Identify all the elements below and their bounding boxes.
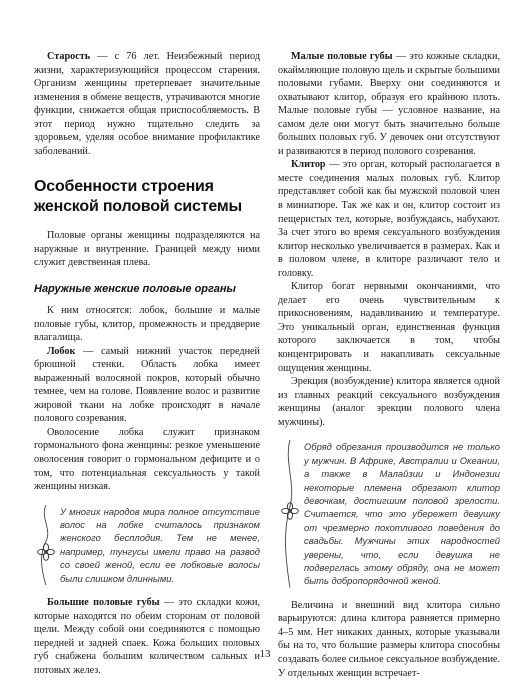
term-pubis: Лобок (47, 345, 76, 357)
left-column (34, 50, 260, 677)
paragraph-clitoris: Клитор — это орган, который располагается в месте соединения малых половых губ. Клитор представляет собой как бы мужской половой член в миниатюре. Так же как и он, клитор состоит из пещеристых тел, которые, возбуждаясь, набухают. За счет этого во время сексуального возбуждения клитор несколько увеличивается в размерах. Как и в половом члене, в клиторе различают тело и головку. (278, 159, 500, 279)
paragraph-list: К ним относятся: лобок, большие и малые половые губы, клитор, промежность и преддверие влагалища. (34, 305, 260, 344)
term-labia-minora: Малые половые губы (291, 51, 393, 62)
flower-icon (281, 502, 299, 520)
term-clitoris: Клитор (291, 159, 326, 171)
page-number: 13 (259, 648, 271, 660)
paragraph-intro: Половые органы женщины подразделяются на наружные и внутренние. Границей между ними служит девственная плева. (34, 230, 260, 269)
paragraph-hair: Оволосение лобка служит признаком гормонального фона женщины: резкое уменьшение оволосения говорит о гормональном дефиците и о том, что потенциальная сексуальность у такой женщины низкая. (34, 426, 260, 493)
right-column (278, 50, 500, 680)
paragraph-nerves: Клитор богат нервными окончаниями, что делает его очень чувствительным к прикосновениям, надавливанию и температуре. Это уникальный орган, единственная функция которого заключается в том, чтобы концентрировать и накапливать сексуальные ощущения женщины. (278, 281, 500, 374)
paragraph-size: Величина и внешний вид клитора сильно варьируются: длина клитора равняется примерно 4–5 мм. Нет никаких данных, которые указывали бы на то, что большие размеры клитора способны создавать более сильное сексуальное возбуждение. У отдельных женщин встречает- (278, 599, 500, 679)
subheading-external-organs: Наружные женские половые органы (34, 283, 236, 296)
paragraph-pubis: Лобок — самый нижний участок передней брюшной стенки. Область лобка имеет выраженный волосяной покров, который обычно темнее, чем на голове. Появление волос и развитие жировой ткани на лобке происходят в начале полового созревания. (34, 345, 260, 425)
paragraph-erection: Эрекция (возбуждение) клитора является одной из главных реакций сексуального возбуждения женщины (аналог эрекции полового члена мужчины). (278, 376, 500, 428)
flower-icon (37, 543, 55, 561)
paragraph-labia-majora: Большие половые губы — это складки кожи, которые находятся по обеим сторонам от половой щели. Между собой они соединяются с помощью передней и задней спаек. Кожа больших половых губ снабжена большим количеством сальных и потовых желез. (34, 597, 260, 676)
sidebar-text-left: У многих народов мира полное отсутствие волос на лобке считалось признаком женского бесплодия. Тем не менее, например, тунгусы имели право на развод со своей женой, если ее лобковые волосы были слишком длинными. (60, 505, 260, 584)
sidebar-note-left (34, 505, 260, 585)
section-title: Особенности строения женской половой системы (34, 178, 242, 216)
term-old-age: Старость (47, 51, 91, 62)
term-labia-majora: Большие половые губы (47, 597, 160, 609)
sidebar-text-right: Обряд обрезания производится не только у мужчин. В Африке, Австралии и Океании, а также в Малайзии и Индонезии некоторые племена обрезают клитор девочкам, достигшим половой зрелости. Считается, что это убережет девушку от чрезмерно похотливого поведения до свадьбы. Мужчины этих народностей уверены, что, если девушка не подверглась этому обряду, она не может быть добропорядочной женой. (304, 441, 500, 587)
sidebar-note-right (278, 440, 500, 587)
paragraph-old-age: Старость — с 76 лет. Неизбежный период жизни, характеризующийся процессом старения. Организм женщины претерпевает значительные изменения в обмене веществ, утрачиваются многие функции, снижается общая приспособляемость. В этот период нужно тщательно следить за здоровьем, уделяя особое внимание профилактике заболеваний. (34, 51, 260, 157)
paragraph-labia-minora: Малые половые губы — это кожные складки, окаймляющие половую щель и скрытые большими половыми губами. Вверху они соединяются и охватывают клитор, образуя его крайнюю плоть. Малые половые губы — условное название, на самом деле они могут быть значительно больше больших половых губ. У девочек они отсутствуют и развиваются в период полового созревания. (278, 51, 500, 157)
